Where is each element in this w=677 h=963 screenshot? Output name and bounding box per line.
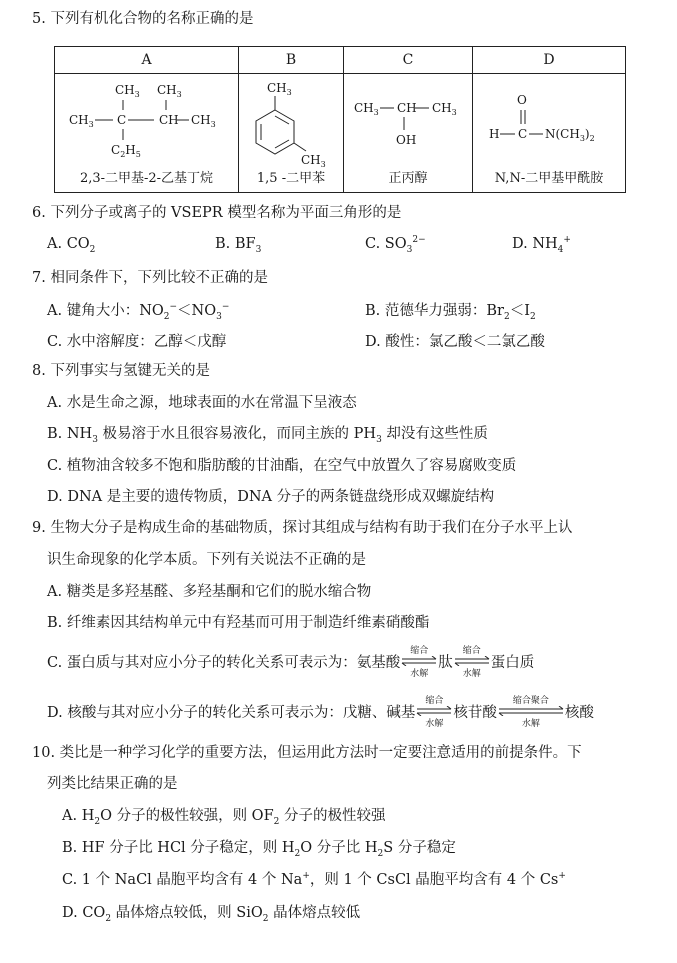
svg-text:O: O: [517, 93, 527, 107]
q7-option-b: B. 范德华力强弱：$Br_2<I_2$: [365, 303, 536, 322]
header-c: C: [344, 47, 473, 74]
reversible-arrow: 缩合 水解: [415, 703, 453, 723]
q9-stem-line1: 9. 生物大分子是构成生命的基础物质，探讨其组成与结构有助于我们在分子水平上认: [32, 520, 573, 536]
q8-option-c: C. 植物油含较多不饱和脂肪酸的甘油酯，在空气中放置久了容易腐败变质: [47, 458, 517, 474]
q6-option-c: C. $SO_3^{2-}$: [365, 235, 426, 255]
q9-option-b: B. 纤维素因其结构单元中有羟基而可用于制造纤维素硝酸酯: [47, 615, 430, 631]
name-b: 1,5 -二甲苯: [256, 171, 326, 186]
header-b: B: [239, 47, 344, 74]
svg-text:N(CH3)2: $N(CH_3)_2$: [545, 127, 595, 143]
cell-b: [239, 74, 344, 193]
q10-stem-line2: 列类比结果正确的是: [47, 776, 178, 792]
name-d: N,N-二甲基甲酰胺: [494, 171, 604, 186]
structure-a: [55, 74, 238, 170]
cell-a: [55, 74, 239, 193]
q10-option-c: C. 1 个 NaCl 晶胞平均含有 4 个 Na+，则 1 个 CsCl 晶胞平均含有 4 个 Cs+: [62, 871, 566, 888]
name-a: 2,3-二甲基-2-乙基丁烷: [79, 171, 214, 186]
q7-option-d: D. 酸性：氯乙酸＜二氯乙酸: [365, 334, 545, 350]
cell-d: [473, 74, 626, 193]
q8-option-a: A. 水是生命之源，地球表面的水在常温下呈液态: [47, 395, 357, 411]
svg-text:CH: CH: [159, 113, 179, 127]
q10-option-d: D. $CO_2$ 晶体熔点较低，则 SiO$_2$ 晶体熔点较低: [62, 905, 361, 924]
q9-option-d: D. 核酸与其对应小分子的转化关系可表示为：戊糖、碱基 缩合 水解 核苷酸 缩合聚合 水解 核酸: [47, 696, 594, 729]
q7-option-c: C. 水中溶解度：乙醇＜戊醇: [47, 334, 227, 350]
q10-option-a: A. $H_2O$ 分子的极性较强，则 $OF_2$ 分子的极性较强: [62, 808, 386, 827]
q9-option-c: C. 蛋白质与其对应小分子的转化关系可表示为：氨基酸 缩合 水解 肽 缩合 水解 蛋白质: [47, 646, 535, 679]
structure-c: [344, 74, 472, 170]
structure-b: [239, 74, 343, 170]
header-d: D: [473, 47, 626, 74]
q5-table: [54, 46, 626, 193]
q10-stem-line1: 10. 类比是一种学习化学的重要方法，但运用此方法时一定要注意适用的前提条件。下: [32, 745, 582, 761]
q7-option-a: A. 键角大小：$NO_2^-<NO_3^-$: [47, 302, 230, 322]
q8-option-b: B. $NH_3$ 极易溶于水且很容易液化，而同主族的 $PH_3$ 却没有这些性质: [47, 426, 488, 445]
q9-stem-line2: 识生命现象的化学本质。下列有关说法不正确的是: [47, 552, 366, 568]
svg-text:CH3: $CH_3$: [354, 101, 379, 117]
q6-option-b: B. $BF_3$: [215, 236, 262, 255]
svg-text:H: H: [489, 127, 500, 141]
reversible-arrow: 缩合聚合 水解: [497, 703, 565, 723]
q8-stem: 8. 下列事实与氢键无关的是: [32, 363, 210, 379]
q10-option-b: B. HF 分子比 HCl 分子稳定，则 $H_2O$ 分子比 $H_2S$ 分子稳定: [62, 840, 456, 859]
reversible-arrow: 缩合 水解: [400, 653, 438, 673]
svg-text:C: C: [117, 113, 127, 127]
q8-option-d: D. DNA 是主要的遗传物质，DNA 分子的两条链盘绕形成双螺旋结构: [47, 489, 495, 505]
svg-text:CH3: $CH_3$: [191, 113, 216, 129]
svg-text:CH: CH: [397, 101, 417, 115]
name-c: 正丙醇: [388, 171, 428, 186]
q7-stem: 7. 相同条件下，下列比较不正确的是: [32, 270, 268, 286]
structure-d: [473, 74, 626, 170]
header-a: A: [55, 47, 239, 74]
q6-option-d: D. $NH_4^+$: [512, 235, 571, 255]
svg-text:C: C: [518, 127, 528, 141]
cell-c: [344, 74, 473, 193]
q6-stem: 6. 下列分子或离子的 VSEPR 模型名称为平面三角形的是: [32, 205, 402, 221]
q5-stem: 5. 下列有机化合物的名称正确的是: [32, 11, 254, 27]
q6-option-a: A. $CO_2$: [47, 236, 96, 255]
svg-text:C2H5: $C_2H_5$: [111, 143, 141, 159]
svg-text:CH3: $CH_3$: [115, 83, 140, 99]
svg-text:CH3: $CH_3$: [267, 81, 292, 97]
reversible-arrow: 缩合 水解: [453, 653, 491, 673]
svg-text:OH: OH: [396, 133, 417, 147]
svg-text:CH3: $CH_3$: [157, 83, 182, 99]
svg-text:CH3: $CH_3$: [432, 101, 457, 117]
q9-option-a: A. 糖类是多羟基醛、多羟基酮和它们的脱水缩合物: [47, 584, 372, 600]
svg-text:CH3: $CH_3$: [69, 113, 94, 129]
svg-text:CH3: $CH_3$: [301, 153, 326, 169]
